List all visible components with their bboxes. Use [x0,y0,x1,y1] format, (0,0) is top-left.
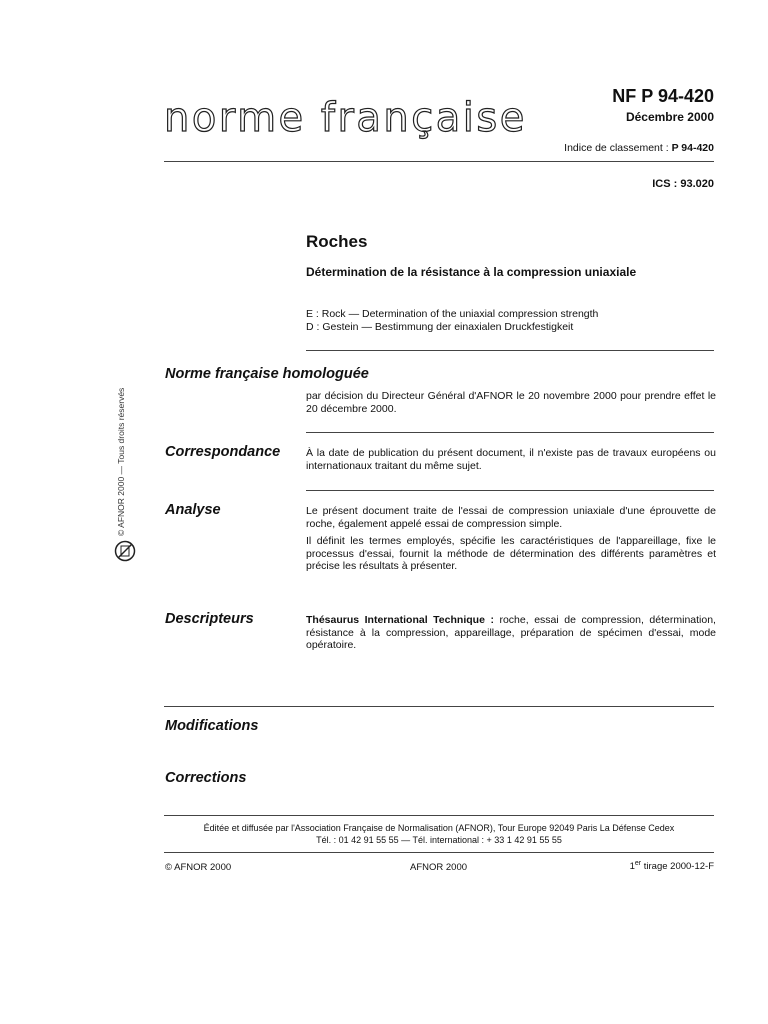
section-heading-modifications: Modifications [165,718,259,734]
document-subtitle: Détermination de la résistance à la compression uniaxiale [306,265,637,279]
publisher-line-1: Éditée et diffusée par l'Association Française de Normalisation (AFNOR), Tour Europe 92049 Paris La Défense Cedex [203,823,675,833]
header-divider [164,161,714,162]
standard-date: Décembre 2000 [625,110,714,124]
no-photocopy-icon [114,540,136,562]
section-body-correspondance: À la date de publication du présent document, il n'existe pas de travaux européens ou internationaux traitant du même sujet. [306,447,716,472]
ics-code: ICS : 93.020 [652,178,714,190]
analyse-paragraph-2: Il définit les termes employés, spécifie les caractéristiques de l'appareillage, fixe le processus d'essai, fournit la méthode de détermination des différents paramètres et précise les résultats à présenter. [306,535,716,572]
analyse-paragraph-1: Le présent document traite de l'essai de compression uniaxiale d'une éprouvette de roche, également appelé essai de compression simple. [306,505,716,530]
document-title: Roches [306,232,368,251]
section-heading-analyse: Analyse [165,502,221,518]
footer-center: AFNOR 2000 [410,862,468,873]
descripteurs-label: Thésaurus International Technique : [306,614,494,626]
divider-modifications [164,706,714,707]
footer-copyright: © AFNOR 2000 [165,862,232,873]
publisher-line-2: Tél. : 01 42 91 55 55 — Tél. international : + 33 1 42 91 55 55 [316,835,562,845]
section-heading-homologuee: Norme française homologuée [165,366,369,382]
section-body-analyse [306,505,716,578]
classement-label: Indice de classement : [564,142,669,154]
standard-number: NF P 94-420 [612,86,714,106]
brand-title: norme française [164,95,527,141]
side-copyright-text: © AFNOR 2000 — Tous droits réservés [116,387,126,536]
footer-tirage [630,860,714,872]
footer-divider-top [164,815,714,816]
publisher-info [164,822,714,846]
english-title: E : Rock — Determination of the uniaxial compression strength [306,308,599,320]
section-heading-correspondance: Correspondance [165,444,281,460]
tirage-superscript: er [634,860,642,867]
section-heading-corrections: Corrections [165,770,247,786]
section-body-descripteurs [306,614,716,652]
section-heading-descripteurs: Descripteurs [165,611,254,627]
tirage-text: tirage 2000-12-F [641,861,714,873]
classement-index [564,142,714,154]
title-divider [306,350,714,351]
german-title: D : Gestein — Bestimmung der einaxialen Druckfestigkeit [306,321,574,333]
divider-correspondance [306,432,714,433]
divider-analyse [306,490,714,491]
side-copyright [110,380,134,580]
tirage-number: 1 [629,861,635,873]
classement-value: P 94-420 [671,142,714,154]
section-body-homologuee: par décision du Directeur Général d'AFNOR le 20 novembre 2000 pour prendre effet le 20 décembre 2000. [306,390,716,415]
footer-divider-bottom [164,852,714,853]
descripteurs-terms: roche, essai de compression, détermination, résistance à la compression, appareillage, préparation de spécimen d'essai, mode opératoire. [306,614,716,651]
